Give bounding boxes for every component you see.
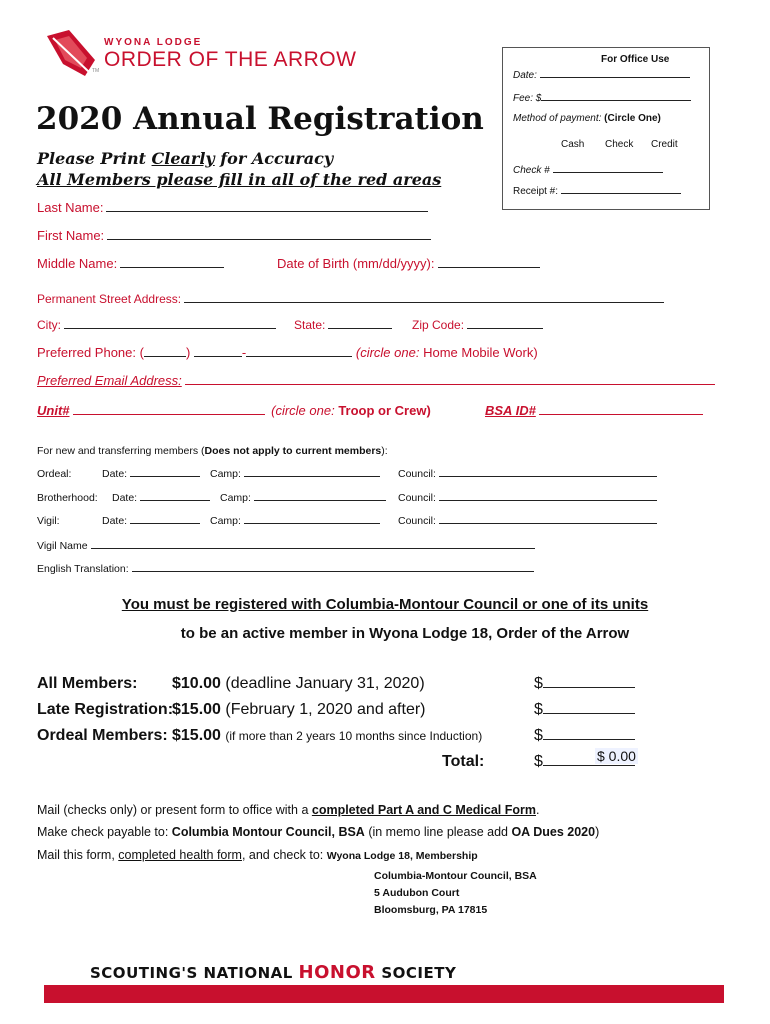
state-label: State: [294,318,326,332]
org-name: ORDER OF THE ARROW [104,48,357,71]
vigil-camp-field[interactable] [244,522,380,524]
ordeal-camp [210,468,383,480]
email-label: Preferred Email Address: [37,373,182,388]
office-check-num-label: Check # [513,165,550,176]
office-method-label: Method of payment: [513,113,602,124]
fill-red-instruction [37,170,441,189]
office-check-num-line[interactable] [553,171,663,173]
middle-name-row [37,256,227,271]
mail-l3c: , and check to: [241,848,327,862]
phone-row: Preferred Phone: ( ) - (circle one: Home Mobile Work) [37,345,538,360]
vigil-camp-label: Camp: [210,515,241,527]
office-check-num [513,165,666,176]
total-field[interactable]: $ 0.00 [597,748,636,764]
phone-circle-label: (circle one: [355,345,420,360]
transfer-intro-bold: Does not apply to current members [204,445,382,457]
state-row [294,318,395,332]
brotherhood-date [112,492,213,504]
fee-ordeal-amt: $15.00 [172,727,221,744]
footer-c: SOCIETY [375,964,457,982]
fee-late-note: (February 1, 2020 and after) [225,701,426,718]
mail-line-1 [37,803,539,817]
notice-line-1: You must be registered with Columbia-Montour Council or one of its units [121,596,649,613]
print-instruction [37,149,333,168]
vigil-council-field[interactable] [439,522,657,524]
office-credit[interactable]: Credit [651,139,678,150]
total-label: Total: [442,753,485,770]
fee-late-input [534,701,638,719]
fee-all-note: (deadline January 31, 2020) [225,675,425,692]
email-field[interactable] [185,383,715,385]
mail-line-3 [37,848,478,862]
phone-prefix-field[interactable] [194,355,242,357]
mail-address [374,868,537,919]
office-circle-one: (Circle One) [604,113,661,124]
dob-format: (mm/dd/yyyy): [352,256,435,271]
brotherhood-camp-field[interactable] [254,499,386,501]
footer-a: SCOUTING'S NATIONAL [90,964,299,982]
lodge-name: WYONA LODGE [104,37,203,48]
mail-l2a: Make check payable to: [37,825,172,839]
mail-line-2 [37,825,599,839]
address-line-3: Bloomsburg, PA 17815 [374,904,488,916]
page-title: 2020 Annual Registration [36,101,484,137]
office-fee-line[interactable] [541,99,691,101]
mail-l3b: completed health form [118,848,242,862]
mail-l3a: Mail this form, [37,848,119,862]
zip-row [412,318,546,332]
mail-l3d: Wyona Lodge 18, Membership [326,850,478,862]
fee-all-label: All Members: [37,675,138,692]
fee-all-input [534,675,638,693]
fill-red-a: All Members please fill in [37,170,272,189]
office-date [513,70,693,81]
first-name-label: First Name: [37,228,105,243]
mail-l1b: completed Part A and C Medical Form [311,803,536,817]
ordeal-camp-field[interactable] [244,475,380,477]
first-name-field[interactable] [107,238,431,240]
city-row [37,318,279,332]
vigil-name-field[interactable] [91,547,535,549]
unit-options[interactable]: Troop or Crew) [338,403,431,418]
city-field[interactable] [64,327,276,329]
fee-all-amount [172,675,425,693]
brotherhood-camp [220,492,389,504]
vigil-council-label: Council: [398,515,436,527]
fee-late-amt: $15.00 [172,701,221,718]
fee-ordeal-input [534,727,638,745]
fee-all-dollar: $ [534,675,543,692]
footer-bar [44,985,724,1003]
fill-red-b: all of the red areas [271,170,442,189]
ordeal-label: Ordeal: [37,468,72,480]
last-name-row [37,200,431,215]
brotherhood-date-label: Date: [112,492,138,504]
office-title: For Office Use [601,54,670,65]
office-fee-label: Fee: $ [513,93,542,104]
unit-row [37,403,431,418]
ordeal-council-label: Council: [398,468,436,480]
vigil-date [102,515,203,527]
mail-l2e: ) [595,825,600,839]
last-name-field[interactable] [106,210,428,212]
fee-all-amt: $10.00 [172,675,221,692]
fee-late-label: Late Registration: [37,701,174,718]
office-date-line[interactable] [540,76,690,78]
office-use-box [502,47,710,210]
ordeal-camp-label: Camp: [210,468,241,480]
office-receipt-line[interactable] [561,192,681,194]
city-label: City: [37,318,61,332]
brotherhood-council-label: Council: [398,492,436,504]
brotherhood-council-field[interactable] [439,499,657,501]
print-prefix: Please Print [37,149,152,168]
fee-ordeal-amount [172,727,482,745]
dob-row [277,256,543,271]
email-row [37,373,718,388]
ordeal-date-label: Date: [102,468,128,480]
dob-field[interactable] [438,266,540,268]
office-method [513,113,661,124]
fee-late-amount [172,701,426,719]
brotherhood-council [398,492,660,504]
mail-l1c: . [536,803,540,817]
street-label: Permanent Street Address: [37,292,182,306]
fee-ordeal-note: (if more than 2 years 10 months since Induction) [225,729,483,743]
middle-name-field[interactable] [120,266,224,268]
fee-ordeal-field[interactable] [543,738,635,740]
first-name-row [37,228,434,243]
office-fee [513,93,694,104]
vigil-camp [210,515,383,527]
last-name-label: Last Name: [37,200,104,215]
address-line-1: Columbia-Montour Council, BSA [374,870,537,882]
transfer-intro-a: For new and transferring members ( [37,445,205,457]
fee-all-field[interactable] [543,686,635,688]
trademark: TM [92,68,100,74]
english-field[interactable] [132,570,534,572]
brotherhood-camp-label: Camp: [220,492,251,504]
phone-options[interactable]: Home Mobile Work) [423,345,538,360]
office-receipt [513,186,684,197]
print-clearly: Clearly [151,149,215,168]
vigil-name-label: Vigil Name [37,540,88,552]
zip-label: Zip Code: [412,318,465,332]
office-receipt-label: Receipt #: [513,186,559,197]
bsa-id-row [485,403,706,418]
office-cash[interactable]: Cash [561,139,585,150]
vigil-date-label: Date: [102,515,128,527]
phone-area-field[interactable] [144,355,186,357]
brotherhood-label: Brotherhood: [37,492,98,504]
mail-l1a: Mail (checks only) or present form to office with a [37,803,312,817]
vigil-date-field[interactable] [130,522,200,524]
english-label: English Translation: [37,563,129,575]
fee-ordeal-label: Ordeal Members: [37,727,168,744]
total-dollar: $ [534,753,543,770]
vigil-council [398,515,660,527]
arrowhead-logo-icon [45,30,100,78]
office-check[interactable]: Check [605,139,634,150]
mail-l2b: Columbia Montour Council, BSA [171,825,365,839]
unit-field[interactable] [73,413,265,415]
dob-label: Date of Birth [277,256,350,271]
vigil-name-row [37,540,538,552]
address-line-2: 5 Audubon Court [374,887,460,899]
ordeal-date-field[interactable] [130,475,200,477]
middle-name-label: Middle Name: [37,256,118,271]
footer-tagline [90,962,456,983]
print-suffix: for Accuracy [214,149,334,168]
bsa-id-label: BSA ID# [485,403,536,418]
unit-circle-label: (circle one: [271,403,335,418]
vigil-label: Vigil: [37,515,60,527]
total-field-line [543,764,635,766]
ordeal-date [102,468,203,480]
mail-l2d: OA Dues 2020 [511,825,596,839]
bsa-id-field[interactable] [539,413,703,415]
transfer-intro [37,445,388,457]
fee-ordeal-dollar: $ [534,727,543,744]
mail-l2c: (in memo line please add [364,825,512,839]
notice-line-2: to be an active member in Wyona Lodge 18, Order of the Arrow [180,625,630,642]
state-field[interactable] [328,327,392,329]
brotherhood-date-field[interactable] [140,499,210,501]
street-row [37,292,667,306]
phone-label: Preferred Phone: ( [37,345,144,360]
fee-late-dollar: $ [534,701,543,718]
office-date-label: Date: [513,70,537,81]
fee-late-field[interactable] [543,712,635,714]
footer-honor: HONOR [298,962,376,983]
phone-line-field[interactable] [246,355,352,357]
transfer-intro-end: ): [381,445,388,457]
street-field[interactable] [184,301,664,303]
zip-field[interactable] [467,327,543,329]
ordeal-council-field[interactable] [439,475,657,477]
ordeal-council [398,468,660,480]
english-row [37,563,537,575]
unit-label: Unit# [37,403,70,418]
